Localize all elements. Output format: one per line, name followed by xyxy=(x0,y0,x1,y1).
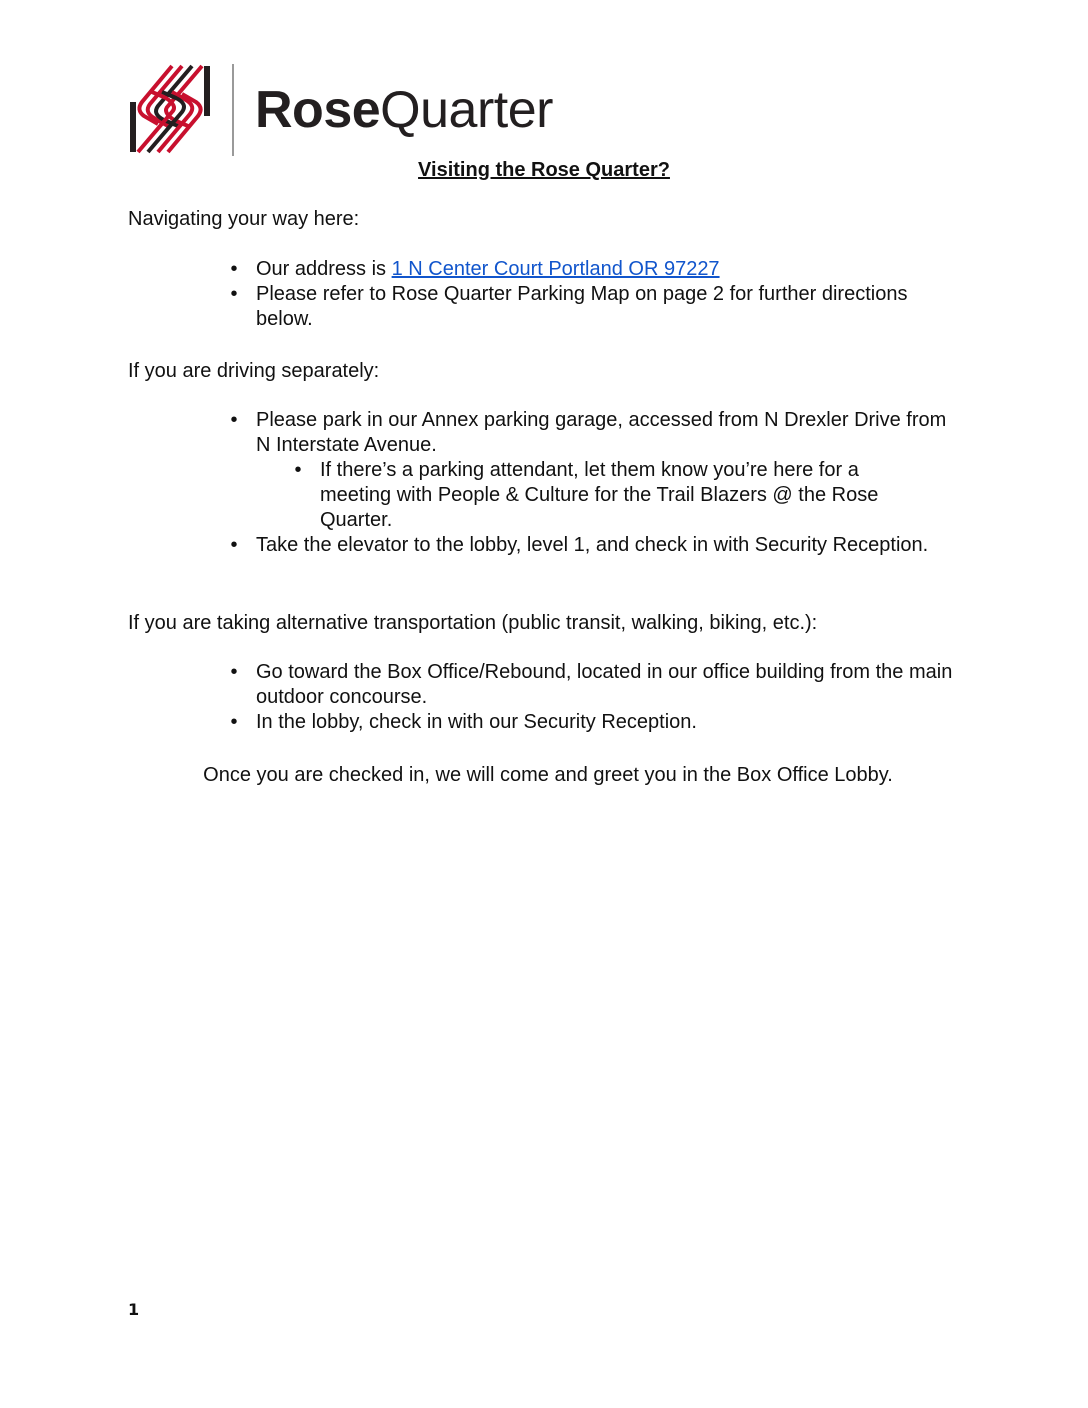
driving-sublist xyxy=(294,458,920,533)
page-title: Visiting the Rose Quarter? xyxy=(418,159,670,181)
box-office-text: Go toward the Box Office/Rebound, located in our office building from the main outdoor concourse. xyxy=(256,661,953,708)
logo-word-quarter: Quarter xyxy=(380,81,553,139)
driving-list xyxy=(230,408,966,558)
bullet-icon: • xyxy=(230,258,238,280)
parking-attendant-text: If there’s a parking attendant, let them know you’re here for a meeting with People & Culture for the Trail Blazers @ the Rose Quarter. xyxy=(320,459,879,531)
bullet-icon: • xyxy=(230,283,238,305)
bullet-icon: • xyxy=(294,459,302,481)
list-item xyxy=(230,257,966,282)
parking-map-note: Please refer to Rose Quarter Parking Map on page 2 for further directions below. xyxy=(256,283,908,330)
bullet-icon: • xyxy=(230,409,238,431)
rose-quarter-pinwheel-logo-icon xyxy=(128,62,212,156)
closing-statement xyxy=(0,762,1088,788)
logo-word-rose: Rose xyxy=(255,81,381,139)
logo-divider xyxy=(232,64,234,156)
list-item xyxy=(230,660,966,710)
list-item xyxy=(230,282,966,332)
sublist-item xyxy=(294,458,920,533)
logo-wordmark xyxy=(255,80,553,140)
bullet-icon: • xyxy=(230,534,238,556)
lobby-checkin-text: In the lobby, check in with our Security Reception. xyxy=(256,711,697,733)
list-item xyxy=(230,533,966,558)
alternative-list xyxy=(230,660,966,735)
annex-parking-text: Please park in our Annex parking garage, accessed from N Drexler Drive from N Interstate Avenue. xyxy=(256,409,947,456)
closing-text: Once you are checked in, we will come and greet you in the Box Office Lobby. xyxy=(203,764,893,786)
elevator-text: Take the elevator to the lobby, level 1, and check in with Security Reception. xyxy=(256,534,929,556)
list-item xyxy=(230,408,966,533)
address-label: Our address is xyxy=(256,258,392,280)
driving-heading: If you are driving separately: xyxy=(128,360,380,382)
address-link[interactable]: 1 N Center Court Portland OR 97227 xyxy=(391,258,720,280)
navigating-list xyxy=(230,257,966,332)
bullet-icon: • xyxy=(230,711,238,733)
navigating-heading: Navigating your way here: xyxy=(128,208,360,230)
alternative-heading: If you are taking alternative transportation (public transit, walking, biking, etc.): xyxy=(128,612,818,634)
bullet-icon: • xyxy=(230,661,238,683)
list-item xyxy=(230,710,966,735)
page-number: 1 xyxy=(128,1300,140,1319)
